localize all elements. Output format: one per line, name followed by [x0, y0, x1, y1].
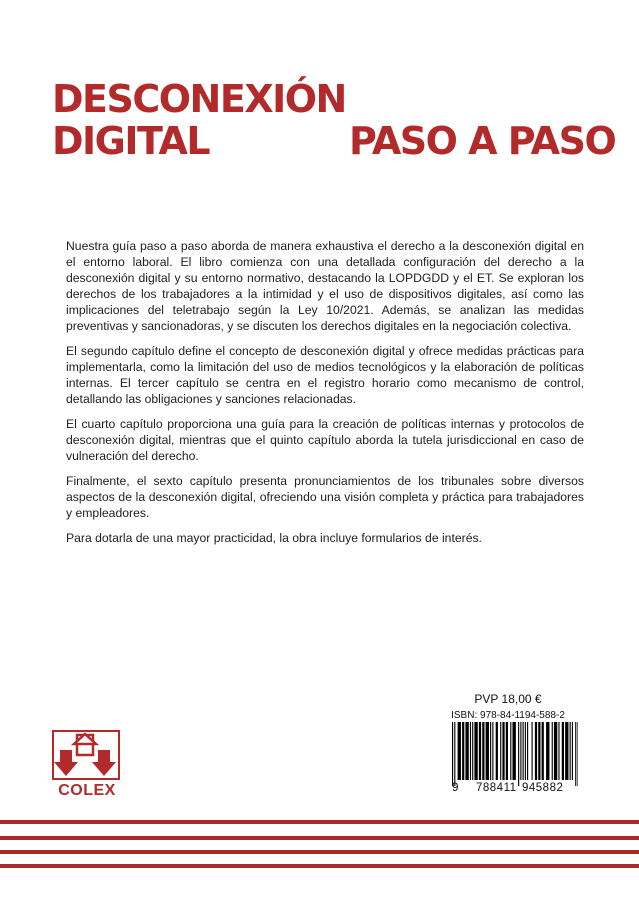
synopsis-paragraph-4: Finalmente, el sexto capítulo presenta pronunciamientos de los tribunales sobre diversos aspectos de la desconexión digital, ofreciendo una visión completa y práctica para trabajadores y empleadores. [66, 474, 584, 520]
barcode-bar [538, 722, 540, 780]
synopsis-paragraph-3: El cuarto capítulo proporciona una guía para la creación de políticas internas y protocolos de desconexión digital, mientras que el quinto capítulo aborda la tutela jurisdiccional en caso de vulneración del derecho. [66, 417, 584, 463]
title-line-2: DIGITAL [52, 119, 210, 163]
synopsis-paragraph-1: Nuestra guía paso a paso aborda de manera exhaustiva el derecho a la desconexión digital en el entorno laboral. El libro comienza con una detallada configuración del derecho a la desconexión digital y su entorno normativo, destacando la LOPDGDD y el ET. Se exploran los derechos de los trabajadores a la intimidad y el uso de dispositivos digitales, así como las implicaciones del teletrabajo según la Ley 10/2021. Además, se analizan las medidas preventivas y sancionadoras, y se discuten los derechos digitales en la negociación colectiva. [66, 239, 584, 333]
synopsis-paragraph-5: Para dotarla de una mayor practicidad, la obra incluye formularios de interés. [66, 531, 482, 545]
isbn: ISBN: 978-84-1194-588-2 [451, 710, 565, 721]
barcode-bar [502, 722, 504, 780]
barcode-bar [575, 722, 576, 786]
publisher-logo [52, 730, 124, 800]
colex-arrows-logo-icon [54, 732, 118, 778]
barcode-bar [554, 722, 557, 780]
barcode-bar [472, 722, 473, 780]
barcode-bar [570, 722, 571, 780]
barcode-bar [458, 722, 461, 780]
barcode-bar [500, 722, 501, 780]
price: PVP 18,00 € [474, 692, 542, 706]
barcode-bar [552, 722, 553, 780]
barcode-bar [565, 722, 568, 780]
barcode-bar [465, 722, 468, 780]
barcode-bar [520, 722, 521, 780]
publisher-name: COLEX [58, 782, 116, 799]
barcode-bar [527, 722, 528, 780]
barcode-bar [492, 722, 493, 780]
title-subtitle: PASO A PASO [349, 119, 616, 163]
barcode-bar [486, 722, 489, 780]
barcode [446, 722, 578, 788]
barcode-bar [496, 722, 498, 780]
barcode-bar [535, 722, 537, 780]
barcode-bar [470, 722, 471, 780]
decorative-stripe [0, 836, 639, 840]
barcode-bar [532, 722, 533, 780]
barcode-bar [518, 722, 519, 786]
barcode-bar [474, 722, 477, 780]
barcode-bar [479, 722, 481, 780]
barcode-bar [562, 722, 564, 780]
decorative-stripe [0, 864, 639, 868]
barcode-bar [482, 722, 484, 780]
barcode-bar [558, 722, 559, 780]
barcode-lead-digit: 9 [452, 782, 459, 794]
synopsis-paragraph-2: El segundo capítulo define el concepto de desconexión digital y ofrece medidas prácticas para implementarla, como la limitación del uso de medios tecnológicos y la elaboración de políticas internas. El tercer capítulo se centra en el registro horario como mecanismo de control, detallando las obligaciones y sanciones relacionadas. [66, 344, 584, 406]
barcode-bar [506, 722, 508, 780]
title-line-1: DESCONEXIÓN [52, 77, 346, 121]
barcode-bar [510, 722, 511, 780]
decorative-stripe [0, 850, 639, 854]
barcode-bar [452, 722, 453, 786]
barcode-bar [577, 722, 578, 786]
synopsis [66, 238, 584, 555]
barcode-bar [525, 722, 526, 780]
barcode-bar [490, 722, 491, 780]
barcode-bar [512, 722, 515, 780]
barcode-bar [454, 722, 455, 786]
barcode-bar [546, 722, 549, 780]
barcode-right-digits: 945882 [522, 782, 564, 794]
barcode-bar [462, 722, 464, 780]
barcode-left-digits: 788411 [476, 782, 517, 794]
barcode-bar [542, 722, 544, 780]
decorative-stripe [0, 820, 639, 824]
barcode-bar [572, 722, 573, 780]
barcode-bar [523, 722, 524, 780]
